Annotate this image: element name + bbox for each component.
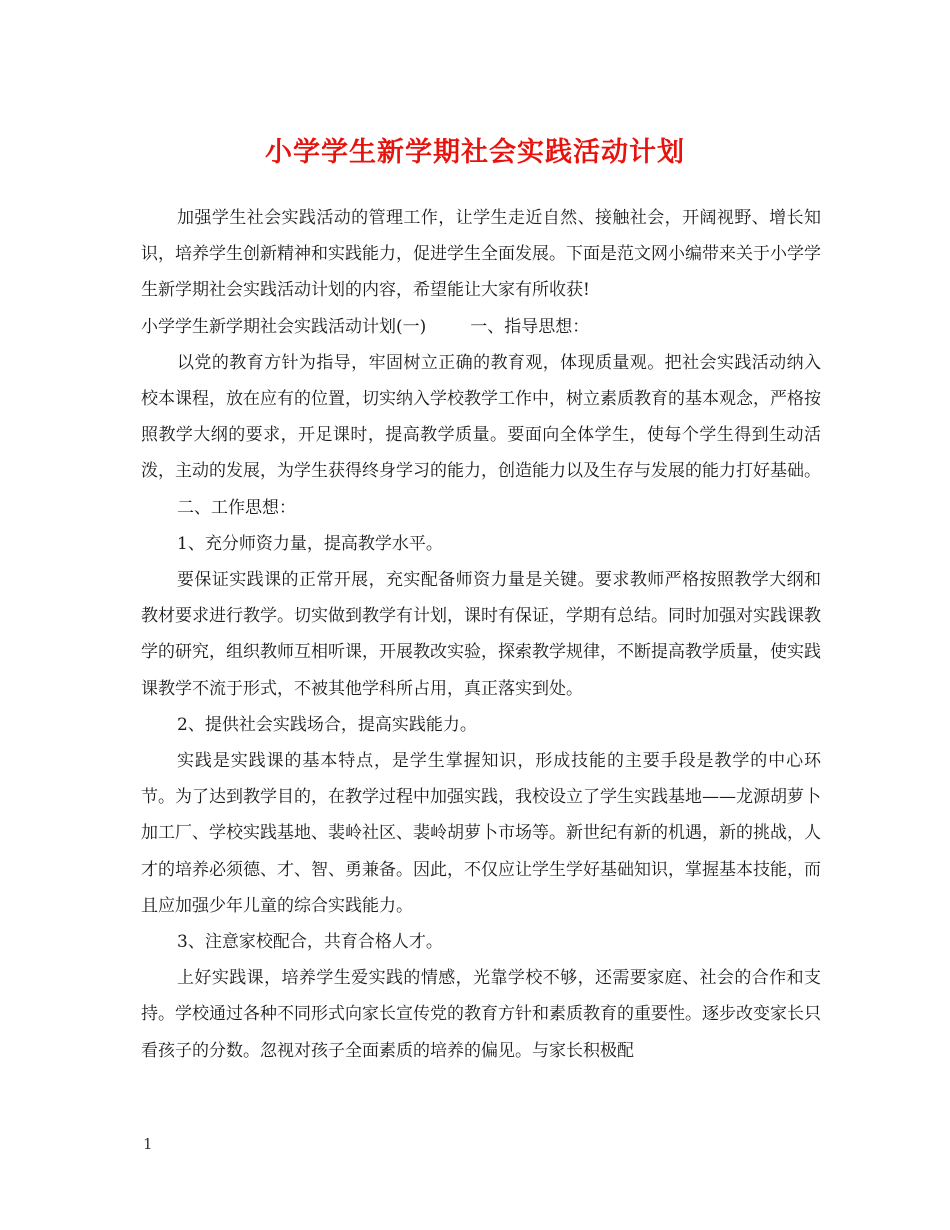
plan-heading: 小学学生新学期社会实践活动计划(一) bbox=[141, 316, 427, 337]
item3-paragraph: 上好实践课，培养学生爱实践的情感，光靠学校不够，还需要家庭、社会的合作和支持。学校通过各种不同形式向家长宣传党的教育方针和素质教育的重要性。逐步改变家长只看孩子的分数。忽视对孩子全面素质的培养的偏见。与家长积极配 bbox=[141, 968, 821, 1061]
item2-heading: 2、提供社会实践场合，提高实践能力。 bbox=[177, 714, 477, 735]
item3-heading: 3、注意家校配合，共育合格人才。 bbox=[177, 932, 443, 953]
plan-heading-line bbox=[141, 309, 821, 345]
document-title: 小学学生新学期社会实践活动计划 bbox=[265, 137, 685, 168]
section1-heading: 一、指导思想： bbox=[470, 316, 590, 337]
item1-paragraph: 要保证实践课的正常开展，充实配备师资力量是关键。要求教师严格按照教学大纲和教材要求进行教学。切实做到教学有计划，课时有保证，学期有总结。同时加强对实践课教学的研究，组织教师互相听课，开展教改实验，探索教学规律，不断提高教学质量，使实践课教学不流于形式，不被其他学科所占用，真正落实到处。 bbox=[141, 570, 821, 699]
item2-paragraph: 实践是实践课的基本特点，是学生掌握知识，形成技能的主要手段是教学的中心环节。为了达到教学目的，在教学过程中加强实践，我校设立了学生实践基地——龙源胡萝卜加工厂、学校实践基地、裴岭社区、裴岭胡萝卜市场等。新世纪有新的机遇，新的挑战，人才的培养必须德、才、智、勇兼备。因此，不仅应让学生学好基础知识，掌握基本技能，而且应加强少年儿童的综合实践能力。 bbox=[141, 751, 821, 916]
item1-heading: 1、充分师资力量，提高教学水平。 bbox=[177, 533, 443, 554]
page-number: 1 bbox=[143, 1135, 153, 1153]
section2-heading: 二、工作思想： bbox=[177, 497, 296, 518]
section1-paragraph: 以党的教育方针为指导，牢固树立正确的教育观，体现质量观。把社会实践活动纳入校本课程，放在应有的位置，切实纳入学校教学工作中，树立素质教育的基本观念，严格按照教学大纲的要求，开足课时，提高教学质量。要面向全体学生，使每个学生得到生动活泼，主动的发展，为学生获得终身学习的能力，创造能力以及生存与发展的能力打好基础。 bbox=[141, 352, 821, 482]
document-body bbox=[141, 200, 821, 1069]
intro-paragraph: 加强学生社会实践活动的管理工作，让学生走近自然、接触社会，开阔视野、增长知识，培养学生创新精神和实践能力，促进学生全面发展。下面是范文网小编带来关于小学学生新学期社会实践活动计划的内容，希望能让大家有所收获! bbox=[141, 208, 821, 301]
